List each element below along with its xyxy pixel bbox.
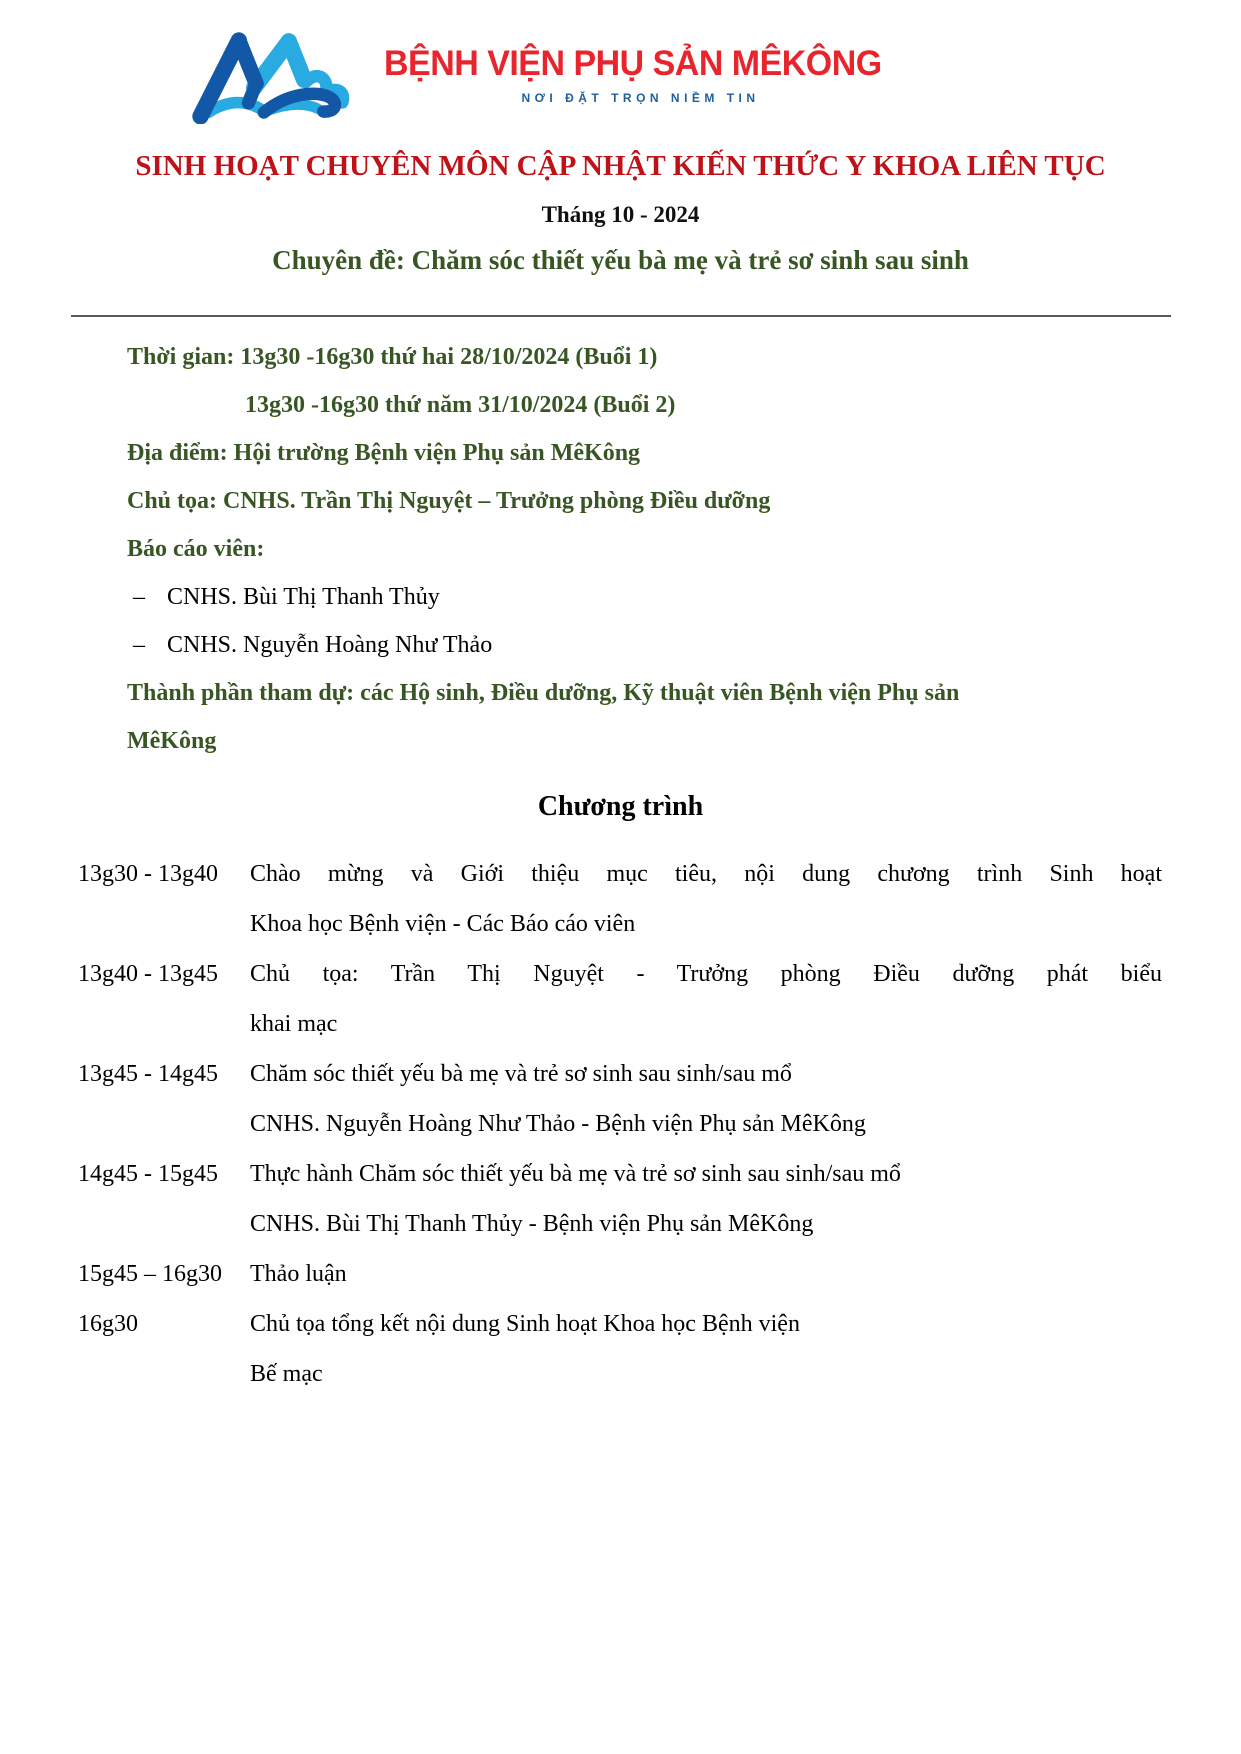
program-line: Chăm sóc thiết yếu bà mẹ và trẻ sơ sinh sau sinh/sau mổ <box>250 1061 792 1087</box>
speaker-list-item <box>127 573 1167 621</box>
time-line-1: Thời gian: 13g30 -16g30 thứ hai 28/10/2024 (Buổi 1) <box>127 344 658 370</box>
program-time: 13g40 - 13g45 <box>78 961 218 987</box>
chair-line: Chủ tọa: CNHS. Trần Thị Nguyệt – Trưởng phòng Điều dưỡng <box>127 488 771 514</box>
program-time: 16g30 <box>78 1311 138 1337</box>
logo-header <box>190 28 1241 124</box>
program-line: Chủ tọa: Trần Thị Nguyệt - Trưởng phòng Điều dưỡng phát biểu <box>250 961 1162 987</box>
month-subtitle: Tháng 10 - 2024 <box>541 202 700 227</box>
program-schedule <box>78 849 1162 1399</box>
logo-text <box>384 28 897 105</box>
program-row <box>78 849 1162 949</box>
program-line: CNHS. Bùi Thị Thanh Thủy - Bệnh viện Phụ sản MêKông <box>250 1211 814 1237</box>
participants-line-2: MêKông <box>127 728 217 754</box>
program-line: Bế mạc <box>250 1361 323 1387</box>
participants-line-1: Thành phần tham dự: các Hộ sinh, Điều dưỡng, Kỹ thuật viên Bệnh viện Phụ sản <box>127 680 960 706</box>
program-content <box>250 1299 1162 1399</box>
location-line: Địa điểm: Hội trường Bệnh viện Phụ sản MêKông <box>127 440 641 466</box>
program-line: Chủ tọa tổng kết nội dung Sinh hoạt Khoa học Bệnh viện <box>250 1311 800 1337</box>
program-line: Thực hành Chăm sóc thiết yếu bà mẹ và trẻ sơ sinh sau sinh/sau mổ <box>250 1161 901 1187</box>
program-line: khai mạc <box>250 1011 338 1037</box>
program-time: 15g45 – 16g30 <box>78 1261 222 1287</box>
program-line: CNHS. Nguyễn Hoàng Như Thảo - Bệnh viện Phụ sản MêKông <box>250 1111 866 1137</box>
session-details <box>127 333 1167 765</box>
program-heading: Chương trình <box>537 791 704 822</box>
speakers-label: Báo cáo viên: <box>127 536 265 562</box>
program-row <box>78 1049 1162 1149</box>
program-line: Khoa học Bệnh viện - Các Báo cáo viên <box>250 911 636 937</box>
hospital-name: BỆNH VIỆN PHỤ SẢN MÊKÔNG <box>384 44 882 83</box>
program-line: Chào mừng và Giới thiệu mục tiêu, nội dung chương trình Sinh hoạt <box>250 861 1162 887</box>
program-row <box>78 949 1162 1049</box>
program-content <box>250 1049 1162 1149</box>
hospital-tagline: NƠI ĐẶT TRỌN NIỀM TIN <box>521 91 760 105</box>
speaker-name: CNHS. Nguyễn Hoàng Như Thảo <box>167 632 493 658</box>
program-content <box>250 949 1162 1049</box>
horizontal-divider <box>71 315 1171 317</box>
speaker-list-item <box>127 621 1167 669</box>
program-row <box>78 1249 1162 1299</box>
speaker-name: CNHS. Bùi Thị Thanh Thủy <box>167 584 440 610</box>
program-time: 14g45 - 15g45 <box>78 1161 218 1187</box>
list-dash: – <box>133 632 145 658</box>
program-time: 13g30 - 13g40 <box>78 861 218 887</box>
program-row <box>78 1299 1162 1399</box>
program-line: Thảo luận <box>250 1261 347 1287</box>
mekong-wave-m-logo-icon <box>190 28 378 124</box>
program-content <box>250 1149 1162 1249</box>
program-time: 13g45 - 14g45 <box>78 1061 218 1087</box>
time-line-2: 13g30 -16g30 thứ năm 31/10/2024 (Buổi 2) <box>245 392 676 418</box>
topic-title: Chuyên đề: Chăm sóc thiết yếu bà mẹ và trẻ sơ sinh sau sinh <box>272 245 969 275</box>
program-content <box>250 849 1162 949</box>
speakers-list <box>127 573 1167 669</box>
main-title: SINH HOẠT CHUYÊN MÔN CẬP NHẬT KIẾN THỨC Y KHOA LIÊN TỤC <box>135 150 1106 182</box>
program-content <box>250 1249 1162 1299</box>
list-dash: – <box>133 584 145 610</box>
program-row <box>78 1149 1162 1249</box>
